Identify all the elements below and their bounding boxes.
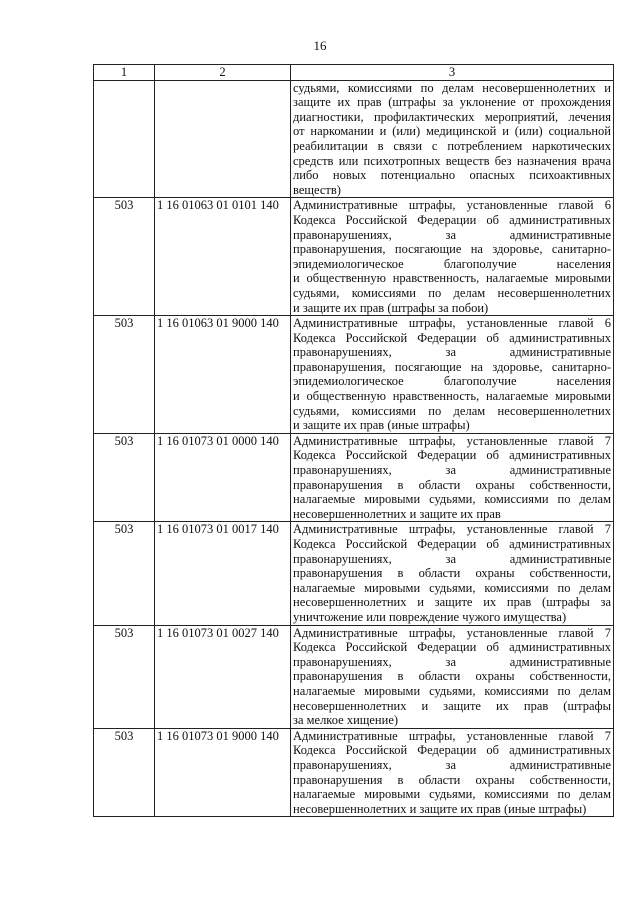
description-line: Административные штрафы, установленные главой 7: [293, 625, 611, 640]
table-row: [94, 522, 614, 625]
table-row: [94, 316, 614, 434]
description-line: веществ): [293, 182, 341, 197]
column-header-1: 1: [94, 65, 155, 81]
column-header-2: 2: [155, 65, 291, 81]
description-line: правонарушениях, за административные: [293, 463, 611, 478]
description-line: Административные штрафы, установленные главой 7: [293, 522, 611, 537]
description-line: правонарушениях, за административные: [293, 345, 611, 360]
description-line: Кодекса Российской Федерации об административных: [293, 537, 611, 551]
description-line: от наркомании и (или) медицинской и (или) социальной: [293, 124, 611, 139]
budget-classification-code-cell: 1 16 01073 01 9000 140: [155, 728, 291, 817]
admin-code-cell: 503: [94, 728, 155, 817]
description-line: реабилитации в связи с потреблением наркотических: [293, 138, 611, 153]
description-line: Кодекса Российской Федерации об административных: [293, 448, 611, 463]
description-line: защите их прав (штрафы за уклонение от прохождения: [293, 95, 611, 110]
description-line: несовершеннолетних и защите их прав (иные штрафы): [293, 801, 587, 816]
description-line: судьями, комиссиями по делам несовершеннолетних: [293, 403, 611, 418]
table-header-row: [94, 65, 614, 81]
description-line: несовершеннолетних и защите их прав (штрафы: [293, 698, 611, 713]
budget-codes-table: [93, 64, 614, 817]
table-row: [94, 433, 614, 522]
description-line: налагаемые мировыми судьями, комиссиями по делам: [293, 492, 611, 507]
description-line: правонарушениях, за административные: [293, 654, 611, 669]
description-line: судьями, комиссиями по делам несовершеннолетних и: [293, 80, 611, 95]
revenue-description-cell: [291, 316, 614, 434]
admin-code-cell: 503: [94, 316, 155, 434]
description-line: несовершеннолетних и защите их прав: [293, 506, 501, 521]
description-line: правонарушения в области охраны собственности,: [293, 669, 611, 684]
admin-code-cell: [94, 80, 155, 198]
description-line: и защите их прав (штрафы за побои): [293, 300, 489, 315]
description-line: Кодекса Российской Федерации об административных: [293, 640, 611, 655]
description-line: правонарушения, посягающие на здоровье, санитарно-: [293, 359, 611, 374]
description-line: и защите их прав (иные штрафы): [293, 418, 470, 433]
revenue-description-cell: [291, 728, 614, 817]
description-line: Административные штрафы, установленные главой 6: [293, 198, 611, 213]
admin-code-cell: 503: [94, 522, 155, 625]
budget-classification-code-cell: 1 16 01073 01 0017 140: [155, 522, 291, 625]
revenue-description-cell: [291, 433, 614, 522]
revenue-description-cell: [291, 625, 614, 728]
admin-code-cell: 503: [94, 198, 155, 316]
table-row: [94, 80, 614, 198]
description-line: правонарушениях, за административные: [293, 227, 611, 242]
description-line: Кодекса Российской Федерации об административных: [293, 330, 611, 345]
description-line: Административные штрафы, установленные главой 7: [293, 433, 611, 448]
description-line: Кодекса Российской Федерации об административных: [293, 743, 611, 758]
description-line: правонарушения в области охраны собственности,: [293, 566, 611, 581]
budget-classification-code-cell: 1 16 01063 01 0101 140: [155, 198, 291, 316]
budget-classification-code-cell: 1 16 01073 01 0027 140: [155, 625, 291, 728]
description-line: средств или психотропных веществ без назначения врача: [293, 153, 611, 168]
description-line: несовершеннолетних и защите их прав (штрафы за: [293, 595, 611, 610]
admin-code-cell: 503: [94, 625, 155, 728]
column-header-3: 3: [291, 65, 614, 81]
description-line: правонарушениях, за административные: [293, 551, 611, 566]
revenue-description-cell: [291, 198, 614, 316]
revenue-description-cell: [291, 80, 614, 198]
description-line: эпидемиологическое благополучие населения: [293, 256, 611, 271]
description-line: правонарушениях, за административные: [293, 757, 611, 772]
description-line: судьями, комиссиями по делам несовершеннолетних: [293, 285, 611, 300]
description-line: диагностики, профилактических мероприятий, лечения: [293, 109, 611, 124]
table-row: [94, 728, 614, 817]
description-line: Административные штрафы, установленные главой 7: [293, 728, 611, 743]
description-line: налагаемые мировыми судьями, комиссиями по делам: [293, 580, 611, 595]
description-line: уничтожение или повреждение чужого имущества): [293, 609, 567, 624]
table-row: [94, 625, 614, 728]
description-line: либо новых потенциально опасных психоактивных: [293, 168, 611, 183]
description-line: Административные штрафы, установленные главой 6: [293, 316, 611, 331]
description-line: правонарушения в области охраны собственности,: [293, 772, 611, 787]
description-line: налагаемые мировыми судьями, комиссиями по делам: [293, 683, 611, 698]
description-line: правонарушения, посягающие на здоровье, санитарно-: [293, 242, 611, 257]
admin-code-cell: 503: [94, 433, 155, 522]
budget-classification-code-cell: 1 16 01063 01 9000 140: [155, 316, 291, 434]
description-line: эпидемиологическое благополучие населения: [293, 374, 611, 389]
description-line: правонарушения в области охраны собственности,: [293, 477, 611, 492]
budget-classification-code-cell: [155, 80, 291, 198]
revenue-description-cell: [291, 522, 614, 625]
description-line: и общественную нравственность, налагаемые мировыми: [293, 271, 611, 286]
description-line: и общественную нравственность, налагаемые мировыми: [293, 389, 611, 404]
description-line: налагаемые мировыми судьями, комиссиями по делам: [293, 787, 611, 802]
table-row: [94, 198, 614, 316]
description-line: Кодекса Российской Федерации об административных: [293, 212, 611, 227]
budget-classification-code-cell: 1 16 01073 01 0000 140: [155, 433, 291, 522]
page-number: 16: [313, 38, 327, 53]
description-line: за мелкое хищение): [293, 713, 399, 728]
